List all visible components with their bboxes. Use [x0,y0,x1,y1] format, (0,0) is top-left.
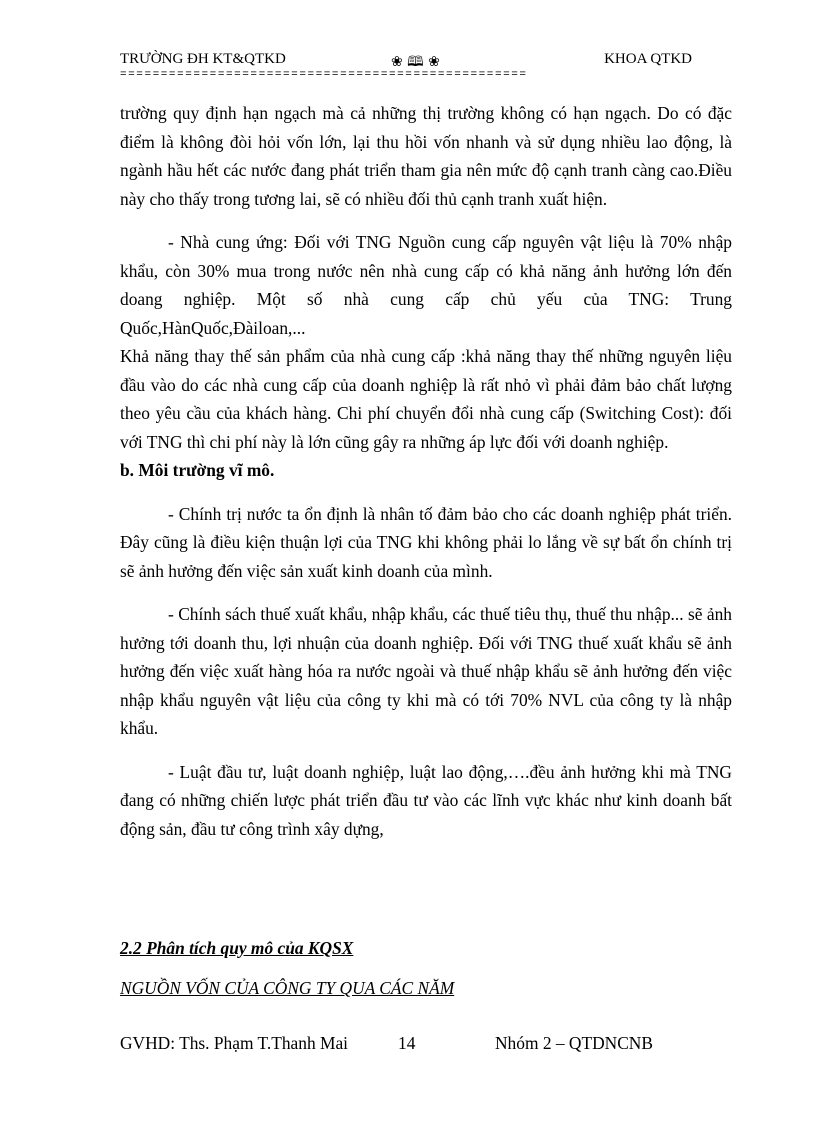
paragraph-substitution: Khả năng thay thế sản phẩm của nhà cung cấp :khả năng thay thế những nguyên liệu đầu vào do các nhà cung cấp của doanh nghiệp là rất nhỏ vì phải đảm bảo chất lượng theo yêu cầu của khách hàng. Chi phí chuyển đổi nhà cung cấp (Switching Cost): đối với TNG thì chi phí này là lớn cũng gây ra những áp lực đối với doanh nghiệp. [120,346,732,452]
header-faculty: KHOA QTKD [604,51,692,67]
document-body [120,99,732,843]
heading-macro-environment: b. Môi trường vĩ mô. [120,460,275,480]
paragraph-competition: trường quy định hạn ngạch mà cả những thị trường không có hạn ngạch. Do có đặc điểm là không đòi hỏi vốn lớn, lại thu hồi vốn nhanh và sử dụng nhiều lao động, là ngành hầu hết các nước đang phát triển tham gia nên mức độ cạnh tranh càng cao.Điều này cho thấy trong tương lai, sẽ có nhiều đối thủ cạnh tranh xuất hiện. [120,103,732,209]
section-subtitle: NGUỒN VỐN CỦA CÔNG TY QUA CÁC NĂM [120,978,455,998]
header-divider: ================================================== [120,69,528,81]
header-ornament-icon: ❀ 🕮 ❀ [391,54,440,70]
paragraph-suppliers: - Nhà cung ứng: Đối với TNG Nguồn cung cấp nguyên vật liệu là 70% nhập khẩu, còn 30% mua trong nước nên nhà cung cấp có khả năng ảnh hưởng lớn đến doang nghiệp. Một số nhà cung cấp chủ yếu của TNG: Trung Quốc,HànQuốc,Đàiloan,... [120,232,732,338]
footer-group: Nhóm 2 – QTDNCNB [495,1033,653,1053]
paragraph-politics: - Chính trị nước ta ổn định là nhân tố đảm bảo cho các doanh nghiệp phát triển. Đây cũng là điều kiện thuận lợi của TNG khi không phải lo lắng về sự bất ổn chính trị sẽ ảnh hưởng đến việc sản xuất kinh doanh của mình. [120,503,732,581]
paragraph-tax-policy: - Chính sách thuế xuất khẩu, nhập khẩu, các thuế tiêu thụ, thuế thu nhập... sẽ ảnh hưởng tới doanh thu, lợi nhuận của doanh nghiệp. Đối với TNG thuế xuất khẩu sẽ ảnh hưởng đến việc xuất hàng hóa ra nước ngoài và thuế nhập khẩu sẽ ảnh hưởng đến việc nhập khẩu nguyên vật liệu của công ty khi mà có tới 70% NVL của công ty là nhập khẩu. [120,604,732,738]
paragraph-laws: - Luật đầu tư, luật doanh nghiệp, luật lao động,….đều ảnh hưởng khi mà TNG đang có những chiến lược phát triển đầu tư vào các lĩnh vực khác như kinh doanh bất động sản, đầu tư công trình xây dựng, [120,761,732,839]
section-title: 2.2 Phân tích quy mô của KQSX [120,938,354,958]
page-number: 14 [398,1033,416,1053]
footer-instructor: GVHD: Ths. Phạm T.Thanh Mai [120,1033,348,1053]
header-university: TRƯỜNG ĐH KT&QTKD [120,51,286,67]
